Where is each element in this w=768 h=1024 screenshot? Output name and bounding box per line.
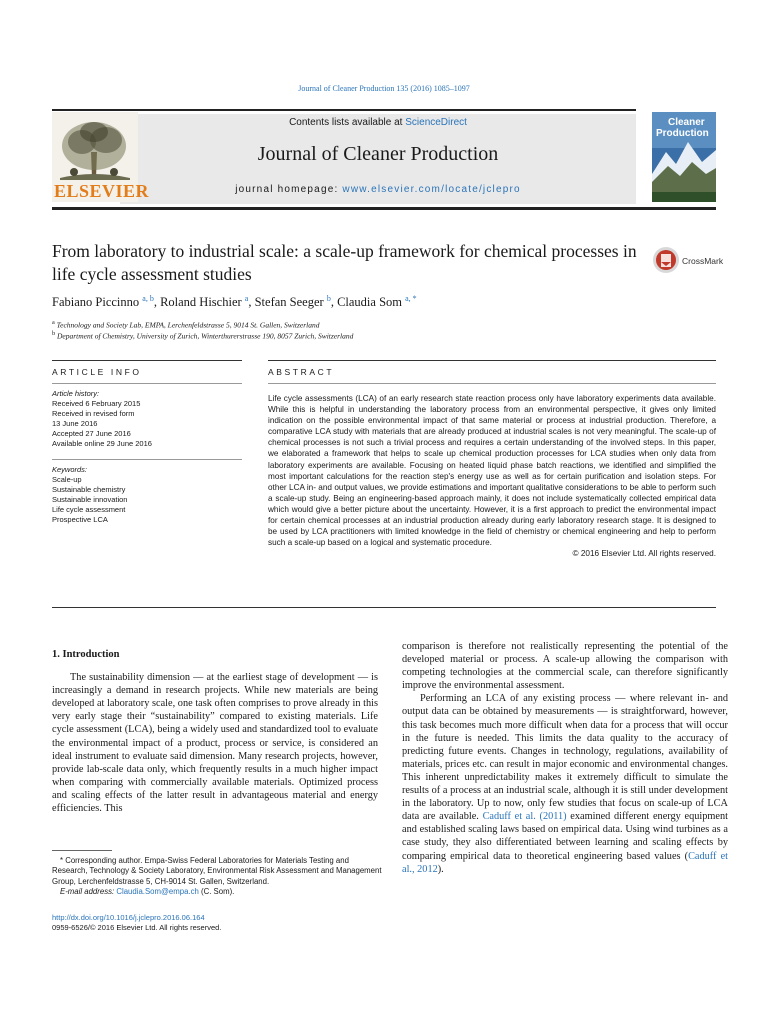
abstract-body: [268, 393, 716, 559]
abstract-copyright: © 2016 Elsevier Ltd. All rights reserved.: [572, 549, 716, 559]
body-left-column: [52, 640, 378, 815]
article-info-rule: [52, 383, 242, 384]
footnote-rule: [52, 850, 112, 851]
author-1-sup[interactable]: a, b: [142, 294, 154, 303]
history-item: Available online 29 June 2016: [52, 439, 152, 448]
section-heading: 1. Introduction: [52, 649, 120, 660]
keywords-label: Keywords:: [52, 465, 88, 474]
cover-title-line1: Cleaner: [668, 117, 705, 128]
affiliation-a-text: Technology and Society Lab, EMPA, Lerchenfeldstrasse 5, 9014 St. Gallen, Switzerland: [56, 320, 320, 330]
corresponding-author-note: * Corresponding author. Empa-Swiss Federal Laboratories for Materials Testing and Research, Technology & Society Laboratory, Environmental Risk Assessment and Management Group, Lerchenfeldstrasse 5, CH-9014 St. Gallen, Switzerland.: [52, 856, 382, 886]
contents-line: [120, 117, 636, 128]
journal-citation: [0, 84, 768, 93]
footnote: [52, 856, 382, 898]
journal-homepage: [120, 184, 636, 195]
crossmark-label[interactable]: CrossMark: [682, 256, 724, 266]
author-2-sup[interactable]: a: [244, 294, 249, 303]
contents-prefix: Contents lists available at: [289, 117, 406, 128]
body-right-column: [402, 640, 728, 876]
keyword: Life cycle assessment: [52, 505, 126, 514]
author-4-sup[interactable]: a, *: [405, 294, 417, 303]
journal-title: Journal of Cleaner Production: [257, 143, 499, 165]
history-item: Received 6 February 2015: [52, 399, 141, 408]
email-link[interactable]: Claudia.Som@empa.ch: [116, 887, 199, 897]
paragraph-text: ).: [437, 863, 444, 875]
publisher-wordmark: ELSEVIER: [54, 181, 150, 201]
citation-link[interactable]: Journal of Cleaner Production 135 (2016) 1085–1097: [298, 84, 470, 93]
keyword: Sustainable chemistry: [52, 485, 126, 494]
crossmark-icon[interactable]: [652, 246, 680, 274]
email-suffix: (C. Som).: [198, 887, 235, 897]
affiliation-a: [52, 319, 319, 330]
history-item: Accepted 27 June 2016: [52, 429, 131, 438]
header-rule-bottom: [52, 207, 716, 210]
keywords: [52, 465, 242, 525]
homepage-link[interactable]: www.elsevier.com/locate/jclepro: [342, 184, 521, 195]
abstract-heading: ABSTRACT: [268, 367, 335, 377]
keyword: Prospective LCA: [52, 515, 108, 524]
abstract-rule-top: [268, 360, 716, 361]
article-info-rule-top: [52, 360, 242, 361]
keyword: Scale-up: [52, 475, 82, 484]
author-1: Fabiano Piccinno: [52, 295, 140, 310]
sciencedirect-link[interactable]: ScienceDirect: [405, 117, 467, 128]
author-sep: ,: [153, 295, 161, 310]
intro-paragraph-1: The sustainability dimension — at the earliest stage of development — is increasingly a demand in research projects. While new materials are being developed at laboratory scale, one task often comprises to prove already in this very early stage their “sustainability” compared to existing materials. Life cycle assessment (LCA), being a widely used and standardized tool to evaluate the environmental impact of a product, process or service, is considered an ideal instrument to evaluate said dimension. Many research projects, however, provide lab-scale data only, which frequently results in a much higher impact when comparing with commercially available materials. Optimized process and scaling effects of the latter result in advantageous material and energy efficiencies. This: [52, 672, 378, 815]
affiliation-b-text: Department of Chemistry, University of Zurich, Winterthurerstrasse 190, 8057 Zurich, Switzerland: [57, 331, 354, 341]
history-label: Article history:: [52, 389, 100, 398]
article-info-heading: ARTICLE INFO: [52, 367, 142, 377]
bottom-matter: [52, 913, 221, 933]
history-item: Received in revised form: [52, 409, 135, 418]
article-title: From laboratory to industrial scale: a scale-up framework for chemical processes in life cycle assessment studies: [52, 241, 637, 284]
author-sep: ,: [248, 295, 255, 310]
affiliation-b-sup: b: [52, 330, 56, 337]
abstract-text: Life cycle assessments (LCA) of an early research state reaction process only have laboratory experiments data available. While this is helpful in understanding the laboratory process from an environmental perspective, it gives only limited indication on the possible environmental impact of that same material or process at industrial production. Therefore, a comparative LCA study with materials that are already produced at industrial scales is not very meaningful. The scale-up of chemical processes is not such a trivial process and requires a certain understanding of the involved steps. In this paper, we elaborated a framework that helps to scale up chemical production processes for LCA studies when only data from laboratory experiments are available. Focusing on heated liquid phase batch reactions, we identified and simplified the most important calculations for the reaction step's energy use as well as for certain purification and isolation steps. For other LCA in- and output values, we provide estimations and important qualitative considerations to be able to perform such a scale-up study. Being an engineering-based approach mainly, it does not include systematically collected empirical data which would give a better picture about the uncertainty. However, it is a first approach to predict the environmental impact for certain chemical processes at an industrial production already during early laboratory research stage. It is designed to be used by LCA practitioners with limited knowledge in the field of chemistry or chemical engineering and help to perform such a scale-up based on a logical and systematic procedure.: [268, 394, 716, 548]
author-3-sup[interactable]: b: [326, 294, 331, 303]
author-4: Claudia Som: [337, 295, 402, 310]
author-3: Stefan Seeger: [254, 295, 324, 310]
doi-link[interactable]: http://dx.doi.org/10.1016/j.jclepro.2016.06.164: [52, 913, 205, 922]
paragraph-text: examined different energy equipment and established scaling laws based on empirical data. Using wind turbines as a case study, they also differentiated between learning and scaling effects by comparing empirical data to theoretical engineering based values (: [402, 811, 728, 862]
affiliation-b: [52, 330, 353, 341]
cover-title: [656, 117, 716, 139]
front-matter-rule: [52, 607, 716, 608]
homepage-prefix: journal homepage:: [235, 184, 343, 195]
abstract-rule: [268, 383, 716, 384]
header-rule-top: [52, 109, 636, 111]
author-list: [52, 294, 417, 310]
author-2: Roland Hischier: [160, 295, 242, 310]
author-sep: ,: [330, 295, 338, 310]
intro-paragraph-3: [402, 692, 728, 875]
history-item: 13 June 2016: [52, 419, 98, 428]
paragraph-text: Performing an LCA of any existing process — where relevant in- and output data can be obtained by measurements — is straightforward, however, this task becomes much more difficult when data for a process that will occur in the future is needed. This limits the data quality to the accuracy of predicting future events. Changes in technology, regulations, availability of materials, prices etc. can result in major economic and environmental changes. This inherent unpredictability makes it extremely difficult to simulate the results of a process at an industrial scale, although it is still under development in the laboratory. Up to now, only few studies that focus on scale-up of LCA data are available.: [402, 693, 728, 823]
reference-link-caduff-2011[interactable]: Caduff et al. (2011): [482, 811, 567, 823]
article-history: [52, 389, 242, 449]
cover-title-line2: Production: [656, 128, 709, 139]
affiliation-a-sup: a: [52, 319, 55, 326]
keywords-rule: [52, 459, 242, 460]
reference-link-caduff-2012[interactable]: Caduff et al., 2012: [402, 850, 728, 875]
keyword: Sustainable innovation: [52, 495, 128, 504]
email-label: E-mail address:: [60, 887, 117, 897]
intro-paragraph-2: comparison is therefore not realistically representing the potential of the developed material or process. A scale-up allowing the comparison with competing technologies at the commercial scale, can therefore significantly improve the environmental assessment.: [402, 641, 728, 692]
issn-line: 0959-6526/© 2016 Elsevier Ltd. All rights reserved.: [52, 923, 222, 932]
